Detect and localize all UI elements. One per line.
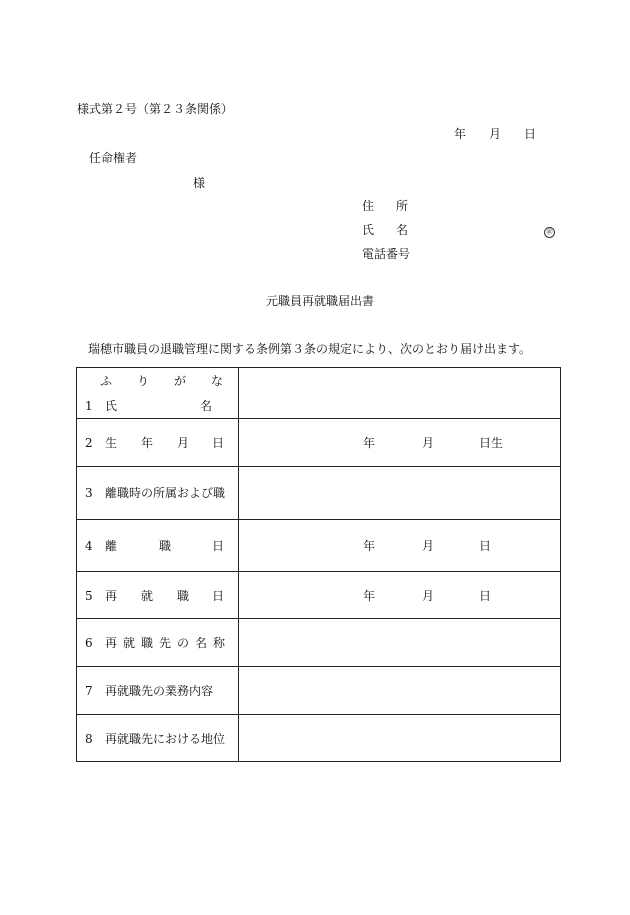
table-row xyxy=(77,368,561,419)
label-reemp-1: 再 xyxy=(105,589,118,603)
value-day: 日 xyxy=(479,539,492,553)
table-row xyxy=(77,715,561,762)
row-number: 7 xyxy=(85,684,93,698)
address-label-1: 住 xyxy=(362,199,375,213)
label-birth-2: 年 xyxy=(141,436,154,450)
label-cell-business xyxy=(77,667,239,715)
label-employer-4: 先 xyxy=(159,636,172,650)
form-number: 様式第２号（第２３条関係） xyxy=(77,102,234,116)
value-month: 月 xyxy=(422,539,435,553)
value-cell-position[interactable] xyxy=(239,467,561,520)
address-label-2: 所 xyxy=(396,199,409,213)
table-row xyxy=(77,667,561,715)
seal-mark xyxy=(544,224,555,238)
value-month: 月 xyxy=(422,436,435,450)
label-cell-birthdate xyxy=(77,419,239,467)
label-position: 離職時の所属および職 xyxy=(105,486,226,500)
label-employer-1: 再 xyxy=(105,636,118,650)
phone-label: 電話番号 xyxy=(362,247,411,261)
date-year: 年 xyxy=(454,127,467,141)
value-cell-business[interactable] xyxy=(239,667,561,715)
label-employer-5: の xyxy=(177,636,190,650)
label-birth-3: 月 xyxy=(177,436,190,450)
label-employer-3: 職 xyxy=(141,636,154,650)
value-month: 月 xyxy=(422,589,435,603)
value-cell-employer-name[interactable] xyxy=(239,619,561,667)
value-cell-name[interactable] xyxy=(239,368,561,419)
table-row xyxy=(77,572,561,619)
label-reemp-4: 日 xyxy=(212,589,225,603)
row-number: 8 xyxy=(85,732,93,746)
notification-table xyxy=(76,367,561,762)
label-cell-name xyxy=(77,368,239,419)
value-day: 日 xyxy=(479,589,492,603)
value-cell-title[interactable] xyxy=(239,715,561,762)
label-retire-3: 日 xyxy=(212,539,225,553)
furigana-3: が xyxy=(174,374,187,388)
label-reemp-3: 職 xyxy=(177,589,190,603)
value-cell-reemployment-date[interactable] xyxy=(239,572,561,619)
label-title: 再就職先における地位 xyxy=(105,732,226,746)
label-employer-7: 称 xyxy=(213,636,226,650)
label-birth-4: 日 xyxy=(212,436,225,450)
row-number: 4 xyxy=(85,539,93,553)
addressee-honorific: 様 xyxy=(193,176,206,190)
value-year: 年 xyxy=(363,539,376,553)
table-row xyxy=(77,520,561,572)
value-year: 年 xyxy=(363,589,376,603)
label-cell-title xyxy=(77,715,239,762)
value-day: 日生 xyxy=(479,436,504,450)
date-month: 月 xyxy=(489,127,502,141)
date-day: 日 xyxy=(524,127,537,141)
document-title: 元職員再就職届出書 xyxy=(266,294,375,308)
label-name-1: 氏 xyxy=(105,399,118,413)
value-cell-retirement-date[interactable] xyxy=(239,520,561,572)
table-row xyxy=(77,467,561,520)
seal-icon: ㊞ xyxy=(544,227,555,238)
label-cell-position xyxy=(77,467,239,520)
addressee: 任命権者 xyxy=(89,151,138,165)
furigana-1: ふ xyxy=(100,374,113,388)
label-cell-retirement-date xyxy=(77,520,239,572)
label-business: 再就職先の業務内容 xyxy=(105,684,214,698)
row-number: 6 xyxy=(85,636,93,650)
row-number: 2 xyxy=(85,436,93,450)
label-name-2: 名 xyxy=(200,399,213,413)
row-number: 5 xyxy=(85,589,93,603)
label-retire-2: 職 xyxy=(159,539,172,553)
name-label-1: 氏 xyxy=(362,223,375,237)
label-employer-2: 就 xyxy=(123,636,136,650)
label-employer-6: 名 xyxy=(195,636,208,650)
table-row xyxy=(77,619,561,667)
value-cell-birthdate[interactable] xyxy=(239,419,561,467)
furigana-2: り xyxy=(137,374,150,388)
label-reemp-2: 就 xyxy=(141,589,154,603)
value-year: 年 xyxy=(363,436,376,450)
label-cell-reemployment-date xyxy=(77,572,239,619)
label-birth-1: 生 xyxy=(105,436,118,450)
row-number: 3 xyxy=(85,486,93,500)
intro-text: 瑞穂市職員の退職管理に関する条例第３条の規定により、次のとおり届け出ます。 xyxy=(88,342,532,356)
label-cell-employer-name xyxy=(77,619,239,667)
furigana-4: な xyxy=(211,374,224,388)
label-retire-1: 離 xyxy=(105,539,118,553)
table-row xyxy=(77,419,561,467)
name-label-2: 名 xyxy=(396,223,409,237)
row-number: 1 xyxy=(85,399,93,413)
